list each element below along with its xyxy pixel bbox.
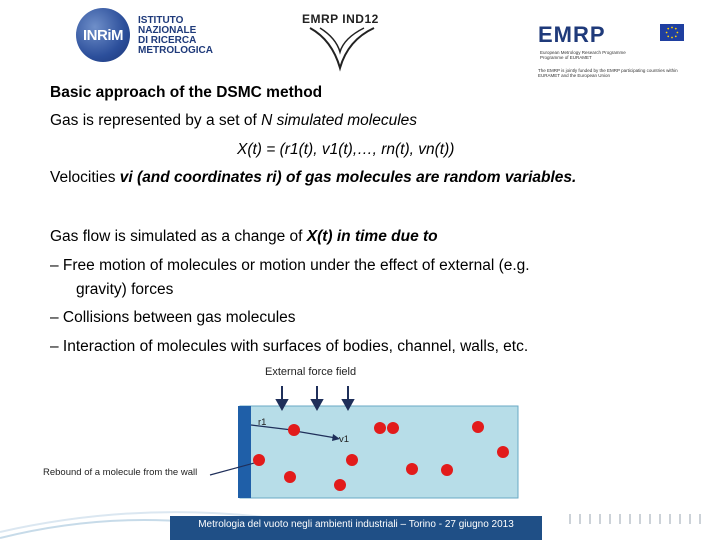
inrim-name-line: NAZIONALE (138, 25, 197, 36)
molecule-dot (374, 422, 386, 434)
molecule-dot (472, 421, 484, 433)
text-span-italic: N simulated molecules (261, 112, 418, 129)
wall (238, 406, 251, 498)
emrp-funding-note: The EMRP is jointly funded by the EMRP participating countries within EURAMET and the European Union (538, 68, 678, 78)
inrim-name-line: DI RICERCA (138, 35, 197, 46)
slide-heading: Basic approach of the DSMC method (50, 84, 323, 101)
channel-box (240, 406, 518, 498)
r1-label: r1 (258, 417, 267, 428)
text-span-bold-italic: vi (and coordinates ri) of gas molecules are random variables. (119, 169, 577, 186)
molecule-dot (284, 471, 296, 483)
molecule-dot (441, 464, 453, 476)
molecule-dot (253, 454, 265, 466)
molecule-dot (346, 454, 358, 466)
rebound-label: Rebound of a molecule from the wall (43, 467, 198, 478)
molecule-dot (288, 424, 300, 436)
inrim-logo-mark: INRiM (76, 8, 130, 62)
footer-text: Metrologia del vuoto negli ambienti industriali – Torino - 27 giugno 2013 (198, 519, 514, 530)
inrim-name-line: METROLOGICA (138, 45, 213, 56)
text-span-bold-italic: X(t) in time due to (306, 228, 438, 245)
emrp-subtitle: European Metrology Research Programme (540, 50, 626, 55)
molecule-dot (387, 422, 399, 434)
emrp-subtitle-2: Programme of EURAMET (540, 55, 592, 60)
project-title: EMRP IND12 (302, 12, 379, 26)
bullet-free-motion-cont: gravity) forces (76, 281, 174, 298)
formula: X(t) = (r1(t), v1(t),…, rn(t), vn(t)) (237, 141, 455, 158)
text-span: Gas is represented by a set of (50, 112, 262, 129)
inrim-name-line: ISTITUTO (138, 15, 184, 26)
text-span: Velocities (50, 169, 120, 186)
bullet-interaction: – Interaction of molecules with surfaces of bodies, channel, walls, etc. (50, 338, 529, 355)
molecule-dot (497, 446, 509, 458)
v1-label: v1 (339, 434, 350, 445)
emrp-wordmark: EMRP (538, 22, 606, 47)
external-force-label: External force field (265, 366, 357, 378)
molecule-dot (406, 463, 418, 475)
bullet-collisions: – Collisions between gas molecules (50, 309, 296, 326)
bullet-free-motion: – Free motion of molecules or motion under the effect of external (e.g. (50, 257, 530, 274)
text-span: Gas flow is simulated as a change of (50, 228, 307, 245)
